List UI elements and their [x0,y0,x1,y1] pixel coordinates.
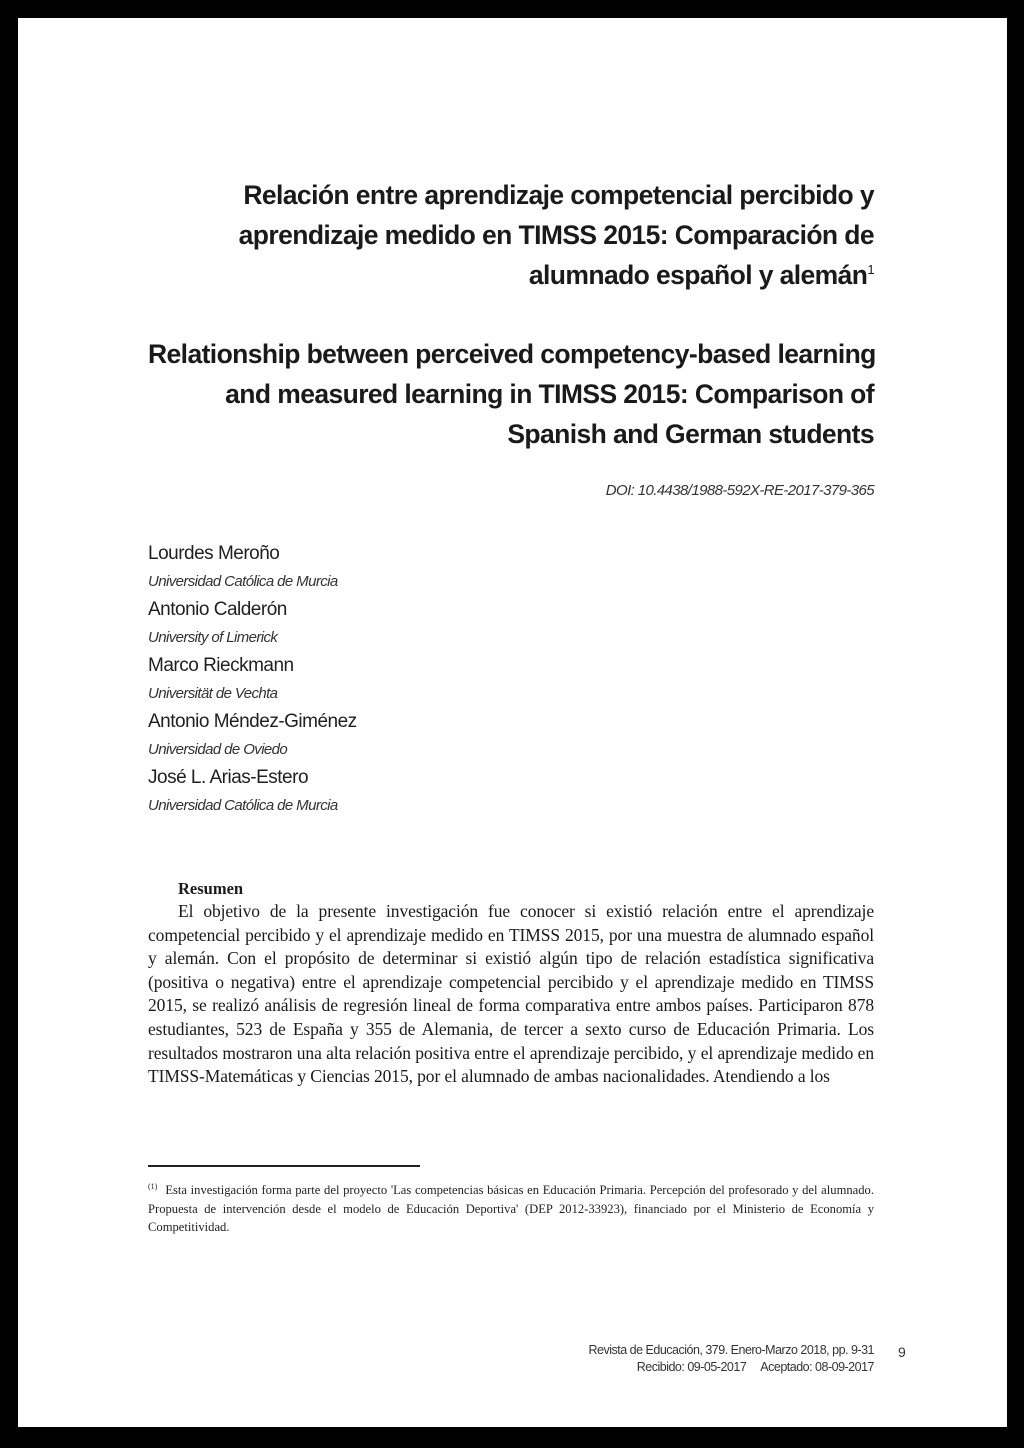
title-spanish [148,175,874,295]
title-footnote-marker[interactable]: 1 [867,262,874,278]
author-affiliation: Universidad Católica de Murcia [148,797,338,814]
footer-dates [589,1359,875,1376]
title-es-line [148,255,874,295]
author-entry [148,652,357,708]
title-es-line: Relación entre aprendizaje competencial percibido y [243,180,874,210]
footnote-text: Esta investigación forma parte del proyecto 'Las competencias básicas en Educación Primaria. Percepción del profesorado y del alumnado. Propuesta de intervención desde el modelo de Educación Deportiva' (DEP 2012-33923), financiado por el Ministerio de Economía y Competitividad. [148,1183,874,1234]
doi[interactable]: DOI: 10.4438/1988-592X-RE-2017-379-365 [605,482,874,499]
author-name: Antonio Calderón [148,599,287,620]
title-en-line: Relationship between perceived competency-based learning [148,339,876,369]
author-entry [148,596,357,652]
footnote [148,1181,874,1237]
author-entry [148,708,357,764]
title-es-line: aprendizaje medido en TIMSS 2015: Comparación de [238,220,874,250]
author-entry [148,764,357,820]
footer-received: Recibido: 09-05-2017 [636,1360,747,1374]
title-es-line-text: alumnado español y alemán [528,260,868,290]
abstract [148,878,874,1089]
author-name: Antonio Méndez-Giménez [148,711,357,732]
document-page [18,18,1007,1427]
footnote-divider [148,1165,420,1167]
author-name: Marco Rieckmann [148,655,294,676]
author-affiliation: Universidad de Oviedo [148,741,288,758]
abstract-body: El objetivo de la presente investigación fue conocer si existió relación entre el aprendizaje competencial percibido y el aprendizaje medido en TIMSS 2015, por una muestra de alumnado español y alemán. Con el propósito de determinar si existió algún tipo de relación estadística significativa (positiva o negativa) entre el aprendizaje competencial percibido y el aprendizaje medido en TIMSS 2015, se realizó análisis de regresión lineal de forma comparativa entre ambos países. Participaron 878 estudiantes, 523 de España y 355 de Alemania, de tercer a sexto curso de Educación Primaria. Los resultados mostraron una alta relación positiva entre el aprendizaje percibido, y el aprendizaje medido en TIMSS-Matemáticas y Ciencias 2015, por el alumnado de ambas nacionalidades. Atendiendo a los [148,901,874,1087]
title-english [148,334,874,454]
title-en-line: and measured learning in TIMSS 2015: Comparison of [225,379,874,409]
author-name: José L. Arias-Estero [148,767,309,788]
author-affiliation: Universität de Vechta [148,685,278,702]
author-affiliation: Universidad Católica de Murcia [148,573,338,590]
author-entry [148,540,357,596]
author-name: Lourdes Meroño [148,543,280,564]
abstract-heading: Resumen [178,879,244,898]
author-list [148,540,357,820]
footnote-marker: (1) [148,1181,158,1191]
page-footer [589,1342,875,1376]
footer-journal: Revista de Educación, 379. Enero-Marzo 2018, pp. 9-31 [588,1343,874,1357]
footer-accepted: Aceptado: 08-09-2017 [760,1360,874,1374]
title-en-line: Spanish and German students [507,419,874,449]
page-number: 9 [898,1344,906,1360]
author-affiliation: University of Limerick [148,629,278,646]
